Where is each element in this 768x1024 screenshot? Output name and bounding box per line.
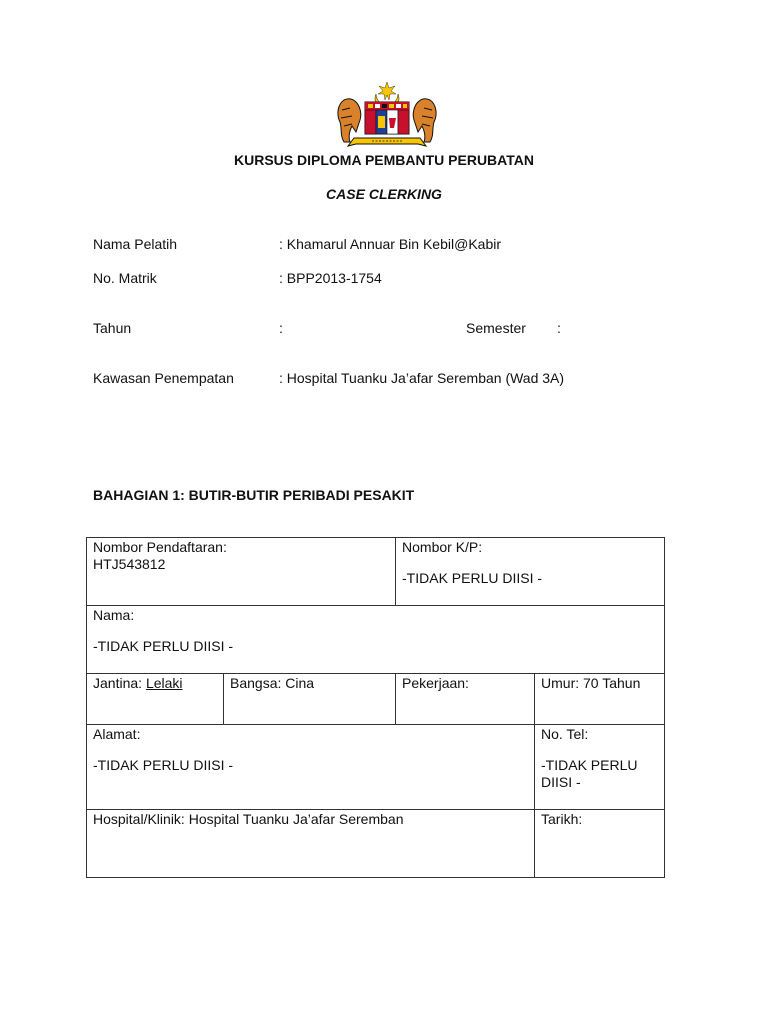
trainee-name-value: : Khamarul Annuar Bin Kebil@Kabir — [279, 236, 501, 252]
pekerjaan-cell: Pekerjaan: — [396, 674, 535, 725]
jantina-label: Jantina: — [93, 675, 143, 691]
tel-value-line1: -TIDAK PERLU — [541, 757, 638, 773]
nama-cell — [87, 606, 665, 674]
tel-label: No. Tel: — [541, 726, 589, 742]
registration-label: Nombor Pendaftaran: — [93, 539, 227, 555]
kp-label: Nombor K/P: — [402, 539, 483, 555]
patient-details-table — [86, 537, 665, 878]
hospital-cell: Hospital/Klinik: Hospital Tuanku Ja’afar Seremban — [87, 810, 535, 878]
tel-cell — [535, 725, 665, 810]
bangsa-cell: Bangsa: Cina — [224, 674, 396, 725]
alamat-value: -TIDAK PERLU DIISI - — [93, 757, 234, 773]
matrik-label: No. Matrik — [93, 270, 157, 286]
section-1-title: BAHAGIAN 1: BUTIR-BUTIR PERIBADI PESAKIT — [93, 487, 415, 503]
jantina-cell — [87, 674, 224, 725]
table-row — [87, 674, 665, 725]
matrik-value: : BPP2013-1754 — [279, 270, 382, 286]
tahun-label: Tahun — [93, 320, 132, 336]
semester-label: Semester — [466, 320, 526, 336]
document-type-title: CASE CLERKING — [326, 186, 442, 202]
kawasan-value: : Hospital Tuanku Ja’afar Seremban (Wad 3A) — [279, 370, 565, 386]
nama-label: Nama: — [93, 607, 135, 623]
course-title: KURSUS DIPLOMA PEMBANTU PERUBATAN — [234, 152, 534, 168]
jantina-value: Lelaki — [145, 675, 183, 691]
umur-cell: Umur: 70 Tahun — [535, 674, 665, 725]
tel-value-line2: DIISI - — [541, 774, 581, 790]
alamat-cell — [87, 725, 535, 810]
registration-value: HTJ543812 — [93, 556, 166, 572]
nama-value: -TIDAK PERLU DIISI - — [93, 638, 234, 654]
tarikh-cell: Tarikh: — [535, 810, 665, 878]
coat-of-arms-icon — [332, 80, 442, 152]
table-row — [87, 725, 665, 810]
kawasan-label: Kawasan Penempatan — [93, 370, 234, 386]
table-row — [87, 538, 665, 606]
tahun-value: : — [279, 320, 283, 336]
table-row — [87, 606, 665, 674]
table-row — [87, 810, 665, 878]
kp-cell — [396, 538, 665, 606]
registration-cell — [87, 538, 396, 606]
alamat-label: Alamat: — [93, 726, 141, 742]
kp-value: -TIDAK PERLU DIISI - — [402, 570, 543, 586]
semester-value: : — [557, 320, 561, 336]
trainee-name-label: Nama Pelatih — [93, 236, 178, 252]
